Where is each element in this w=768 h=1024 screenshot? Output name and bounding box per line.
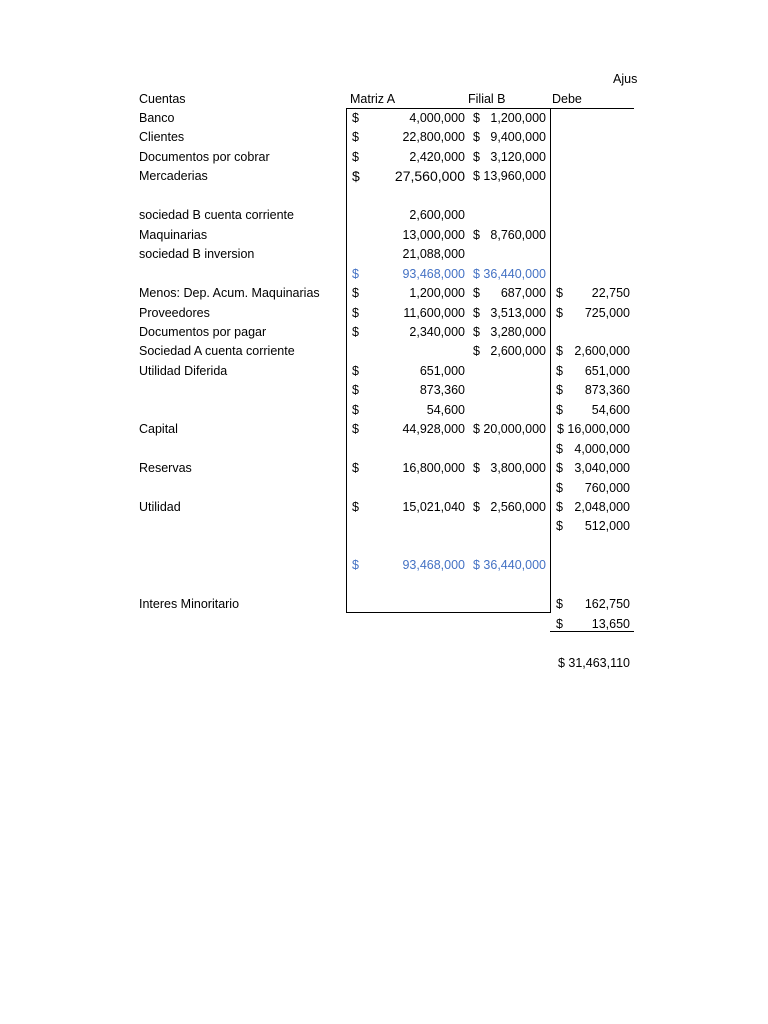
debe-currency: $ (556, 306, 563, 320)
account-name: Reservas (139, 461, 192, 475)
debe-value: 725,000 (584, 306, 630, 320)
debe-value: 13,650 (591, 617, 630, 631)
matriz-currency: $ (352, 306, 359, 320)
debe-value: 651,000 (584, 364, 630, 378)
filial-value: 2,560,000 (490, 500, 546, 514)
filial-currency: $ (473, 150, 480, 164)
matriz-currency: $ (352, 150, 359, 164)
debe-currency: $ (556, 461, 563, 475)
filial-value: $ 13,960,000 (473, 169, 546, 183)
matriz-value: 2,600,000 (409, 208, 465, 222)
filial-currency: $ (473, 228, 480, 242)
debe-value: 22,750 (591, 286, 630, 300)
matriz-value: 2,420,000 (409, 150, 465, 164)
debe-value: 512,000 (584, 519, 630, 533)
account-name: Banco (139, 111, 175, 125)
debe-value: $ 16,000,000 (557, 422, 630, 436)
debe-value: 4,000,000 (574, 442, 630, 456)
debe-currency: $ (556, 519, 563, 533)
debe-value: 3,040,000 (574, 461, 630, 475)
matriz-currency: $ (352, 130, 359, 144)
matriz-value: 4,000,000 (409, 111, 465, 125)
matriz-value: 93,468,000 (402, 558, 465, 572)
matriz-value: 54,600 (426, 403, 465, 417)
matriz-value: 1,200,000 (409, 286, 465, 300)
filial-value: 3,800,000 (490, 461, 546, 475)
debe-value: 162,750 (584, 597, 630, 611)
matriz-value: 15,021,040 (402, 500, 465, 514)
account-name: Capital (139, 422, 178, 436)
filial-value: 3,120,000 (490, 150, 546, 164)
matriz-currency: $ (352, 500, 359, 514)
filial-currency: $ (473, 344, 480, 358)
account-name: sociedad B cuenta corriente (139, 208, 294, 222)
debe-value: 760,000 (584, 481, 630, 495)
account-name: sociedad B inversion (139, 247, 255, 261)
matriz-currency: $ (352, 403, 359, 417)
matriz-value: 22,800,000 (402, 130, 465, 144)
account-name: Utilidad (139, 500, 181, 514)
filial-currency: $ (473, 461, 480, 475)
col-header-filial: Filial B (468, 92, 506, 106)
filial-value: $ 36,440,000 (473, 267, 546, 281)
filial-value: 687,000 (500, 286, 546, 300)
debe-currency: $ (556, 597, 563, 611)
debe-currency: $ (556, 286, 563, 300)
filial-currency: $ (473, 130, 480, 144)
block-bottom-border (346, 612, 551, 613)
debe-value: $ 31,463,110 (557, 656, 630, 670)
filial-currency: $ (473, 500, 480, 514)
filial-value: 3,513,000 (490, 306, 546, 320)
account-name: Clientes (139, 130, 185, 144)
matriz-value: 44,928,000 (402, 422, 465, 436)
account-name: Interes Minoritario (139, 597, 240, 611)
debe-value: 2,048,000 (574, 500, 630, 514)
col-header-cuentas: Cuentas (139, 92, 186, 106)
ajustes-header: Ajus (613, 72, 638, 86)
matriz-currency: $ (352, 286, 359, 300)
account-name: Proveedores (139, 306, 210, 320)
debe-currency: $ (556, 403, 563, 417)
filial-currency: $ (473, 325, 480, 339)
account-name: Documentos por cobrar (139, 150, 270, 164)
filial-value: $ 20,000,000 (473, 422, 546, 436)
filial-value: 9,400,000 (490, 130, 546, 144)
filial-currency: $ (473, 111, 480, 125)
matriz-value: 11,600,000 (403, 306, 465, 320)
matriz-currency: $ (352, 111, 359, 125)
account-name: Menos: Dep. Acum. Maquinarias (139, 286, 320, 300)
account-name: Sociedad A cuenta corriente (139, 344, 295, 358)
matriz-value: 2,340,000 (409, 325, 465, 339)
filial-value: 1,200,000 (490, 111, 546, 125)
matriz-value: 16,800,000 (402, 461, 465, 475)
matriz-value: 27,560,000 (394, 168, 465, 184)
debe-currency: $ (556, 344, 563, 358)
matriz-value: 873,360 (419, 383, 465, 397)
account-name: Mercaderias (139, 169, 208, 183)
filial-currency: $ (473, 306, 480, 320)
matriz-left-border (346, 108, 347, 613)
matriz-currency: $ (352, 558, 359, 572)
filial-right-border (550, 108, 551, 613)
debe-currency: $ (556, 442, 563, 456)
account-name: Maquinarias (139, 228, 208, 242)
account-name: Documentos por pagar (139, 325, 267, 339)
matriz-value: 13,000,000 (402, 228, 465, 242)
account-name: Utilidad Diferida (139, 364, 228, 378)
debe-value: 873,360 (584, 383, 630, 397)
matriz-currency: $ (352, 383, 359, 397)
filial-currency: $ (473, 286, 480, 300)
matriz-currency: $ (352, 422, 359, 436)
debe-currency: $ (556, 617, 563, 631)
debe-currency: $ (556, 481, 563, 495)
debe-currency: $ (556, 364, 563, 378)
debe-value: 54,600 (591, 403, 630, 417)
matriz-value: 93,468,000 (402, 267, 465, 281)
col-header-matriz: Matriz A (350, 92, 396, 106)
filial-value: $ 36,440,000 (473, 558, 546, 572)
matriz-value: 651,000 (419, 364, 465, 378)
matriz-currency: $ (352, 168, 360, 184)
filial-value: 3,280,000 (490, 325, 546, 339)
matriz-currency: $ (352, 325, 359, 339)
filial-value: 8,760,000 (490, 228, 546, 242)
filial-value: 2,600,000 (490, 344, 546, 358)
matriz-value: 21,088,000 (402, 247, 465, 261)
debe-currency: $ (556, 383, 563, 397)
debe-value: 2,600,000 (574, 344, 630, 358)
debe-currency: $ (556, 500, 563, 514)
header-bottom-border (346, 108, 634, 109)
matriz-currency: $ (352, 267, 359, 281)
col-header-debe: Debe (552, 92, 582, 106)
matriz-currency: $ (352, 461, 359, 475)
matriz-currency: $ (352, 364, 359, 378)
